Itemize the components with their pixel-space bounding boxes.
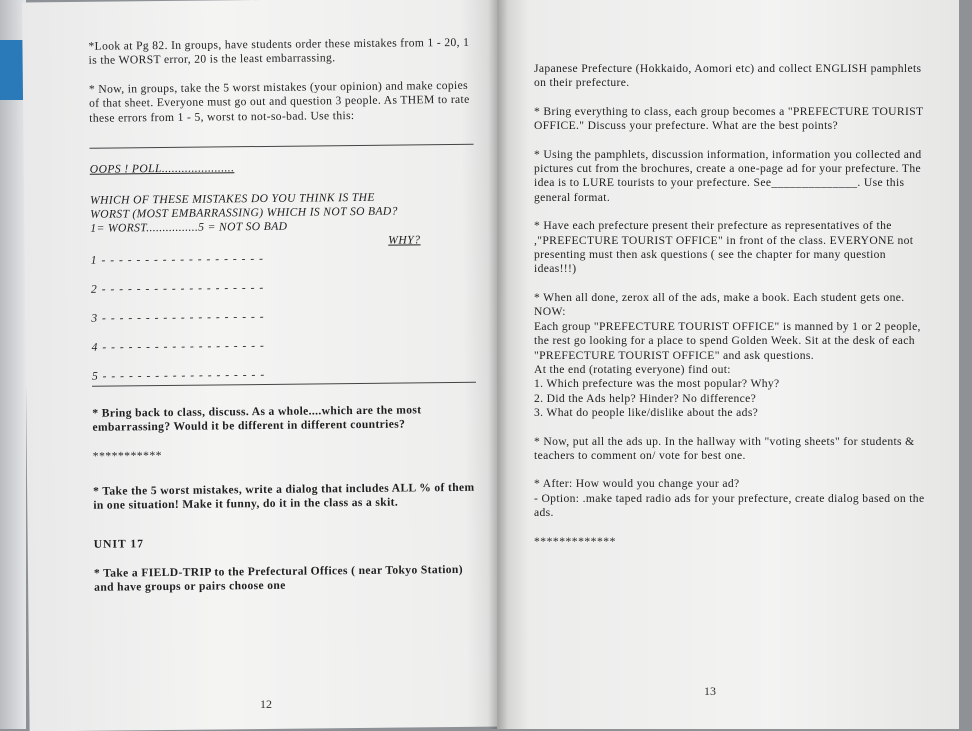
left-para-bring-back: * Bring back to class, discuss. As a whole....which are the most embarrassing? Would it be different in different countries?: [92, 403, 422, 435]
poll-answer-line: 1 - - - - - - - - - - - - - - - - - - -: [90, 252, 265, 267]
right-para-after: [534, 477, 929, 520]
right-line: * After: How would you change your ad?: [534, 477, 740, 491]
background-surface: [0, 0, 26, 729]
poll-scale: 1= WORST................5 = NOT SO BAD: [90, 219, 288, 235]
right-line: * When all done, zerox all of the ads, make a book. Each student gets one.: [534, 290, 905, 304]
right-para-tourist-office: * Bring everything to class, each group becomes a "PREFECTURE TOURIST OFFICE." Discuss your prefecture. What are the best points?: [534, 104, 924, 133]
poll-answer-line: 2 - - - - - - - - - - - - - - - - - - -: [90, 281, 265, 296]
right-line: 1. Which prefecture was the most popular? Why?: [534, 377, 780, 391]
right-para-golden-week: [534, 291, 929, 421]
poll-title: OOPS ! POLL......................: [89, 161, 235, 176]
right-para-create-ad: * Using the pamphlets, discussion information, information you collected and pictures cut from the brochures, create a one-page ad for your prefecture. The idea is to LURE tourists to your prefecture. See______________. Use this general format.: [534, 147, 922, 204]
poll-answer-lines: [91, 250, 476, 386]
right-para-present: * Have each prefecture present their prefecture as representatives of the ,"PREFECTURE TOURIST OFFICE" in front of the class. EVERYONE not presenting must then ask questions ( see the chapter for many question ideas!!!): [534, 219, 914, 276]
unit-heading: UNIT 17: [93, 536, 145, 551]
left-para-worst-mistakes: * Now, in groups, take the 5 worst mistakes (your opinion) and make copies of that sheet. Everyone must go out and question 3 people. As THEM to rate these errors from 1 - 5, worst to not-so-bad. Use this:: [88, 78, 470, 125]
right-para-voting-sheets: * Now, put all the ads up. In the hallway with "voting sheets" for students & teachers to comment on/ vote for best one.: [534, 434, 915, 462]
right-line: At the end (rotating everyone) find out:: [534, 362, 731, 376]
left-stars-divider: ***********: [92, 448, 163, 463]
left-para-order-mistakes: *Look at Pg 82. In groups, have students order these mistakes from 1 - 20, 1 is the WORST error, 20 is the least embarrassing.: [88, 35, 470, 68]
left-para-dialog-skit: * Take the 5 worst mistakes, write a dialog that includes ALL % of them in one situation! Make it funny, do it in the class as a skit.: [93, 480, 475, 513]
poll-answer-line: 5 - - - - - - - - - - - - - - - - - - -: [91, 367, 266, 383]
right-line: 2. Did the Ads help? Hinder? No difference?: [534, 391, 757, 405]
right-para-collect-pamphlets: Japanese Prefecture (Hokkaido, Aomori etc) and collect ENGLISH pamphlets on their prefecture.: [534, 62, 922, 90]
right-line: NOW:: [534, 305, 566, 319]
left-para-field-trip: * Take a FIELD-TRIP to the Prefectural Offices ( near Tokyo Station) and have groups or pairs choose one: [93, 562, 463, 594]
poll-top-rule: [90, 144, 474, 149]
poll-answer-line: 4 - - - - - - - - - - - - - - - - - - -: [91, 338, 265, 354]
poll-answer-line: 3 - - - - - - - - - - - - - - - - - - -: [91, 310, 265, 325]
poll-question-line-2: WORST (MOST EMBARRASSING) WHICH IS NOT SO BAD?: [90, 204, 398, 221]
poll-question-line-1: WHICH OF THESE MISTAKES DO YOU THINK IS THE: [90, 190, 375, 207]
right-stars-divider: *************: [534, 534, 616, 548]
page-number-left: 12: [260, 697, 272, 711]
right-page: [497, 0, 959, 729]
poll-why-label: WHY?: [388, 233, 421, 247]
right-line: - Option: .make taped radio ads for your prefecture, create dialog based on the ads.: [534, 491, 925, 520]
left-page: [22, 0, 506, 731]
right-line: Each group "PREFECTURE TOURIST OFFICE" is manned by 1 or 2 people, the rest go looking for a place to spend Golden Week. Sit at the desk of each "PREFECTURE TOURIST OFFICE" and ask questions.: [534, 319, 921, 362]
right-line: 3. What do people like/dislike about the ads?: [534, 406, 759, 420]
page-number-right: 13: [704, 684, 716, 698]
book-gutter: [488, 0, 508, 729]
